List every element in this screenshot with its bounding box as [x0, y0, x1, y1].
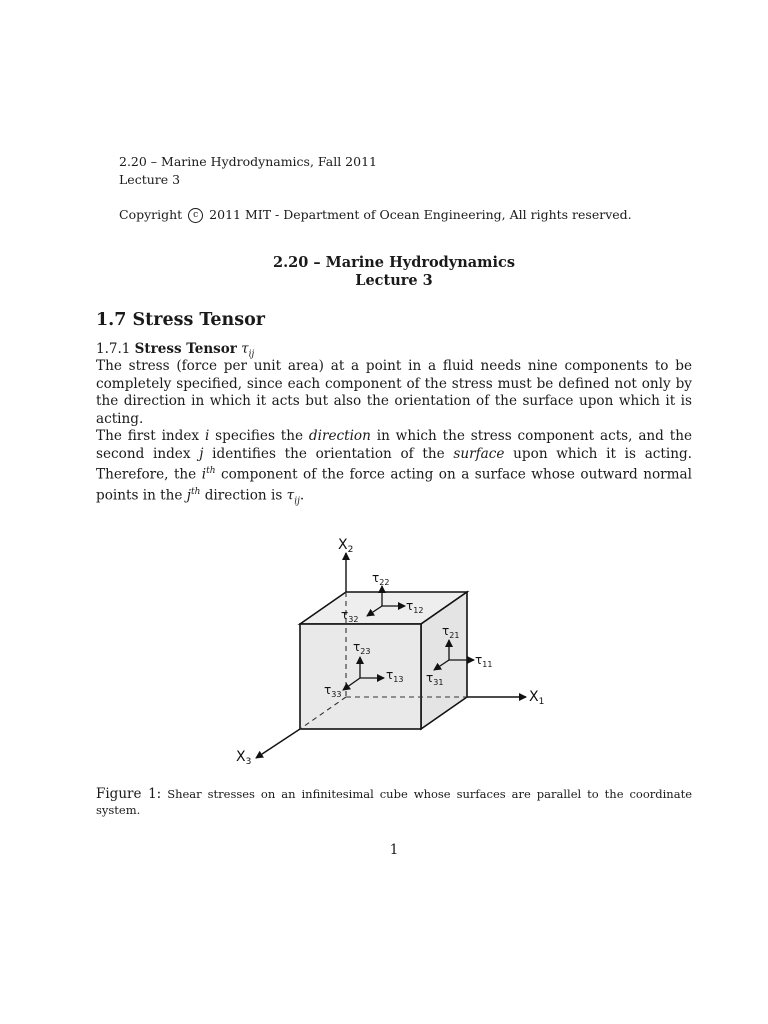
lecture-header: Lecture 3 — [119, 172, 181, 187]
p2-j-sup: j — [186, 487, 191, 504]
p2-i: i — [204, 428, 210, 444]
p2-text: . — [299, 487, 305, 504]
tau23-label: $\tau_{23}$ — [353, 640, 371, 656]
tau13-label: $\tau_{13}$ — [386, 668, 404, 684]
axis-x2-label: $X_2$ — [338, 537, 354, 555]
tau11-label: $\tau_{11}$ — [475, 653, 493, 669]
copyright-prefix: Copyright — [119, 207, 183, 222]
p2-direction: direction — [308, 428, 371, 444]
figure-caption — [96, 786, 692, 818]
p2-text: component of the force acting on a surface whose outward normal points in the — [96, 466, 692, 504]
p2-ij: ij — [294, 496, 300, 507]
p2-text: identifies the orientation of the — [203, 445, 454, 462]
p2-surface: surface — [453, 445, 505, 462]
tau33-label: $\tau_{33}$ — [324, 683, 342, 699]
p2-tau: τ — [286, 487, 295, 504]
page-number: 1 — [389, 842, 399, 858]
p2-th: th — [206, 466, 216, 476]
axis-x3-label: $X_3$ — [236, 749, 252, 767]
subsection-number: 1.7.1 — [96, 341, 131, 357]
p2-text: direction is — [200, 487, 287, 504]
subsection-symbol: τ — [241, 341, 249, 357]
tau12-label: $\tau_{12}$ — [406, 599, 424, 615]
figure-caption-label: Figure 1: — [96, 786, 162, 802]
figure-caption-text: Shear stresses on an infinitesimal cube whose surfaces are parallel to the coordinate system. — [96, 787, 692, 817]
section-heading: 1.7 Stress Tensor — [96, 310, 266, 330]
p2-text: The first index — [96, 428, 205, 444]
tau22-label: $\tau_{22}$ — [372, 571, 390, 587]
axis-x3-arrow — [256, 729, 300, 758]
page-subtitle: Lecture 3 — [355, 272, 433, 289]
tau32-label: $\tau_{32}$ — [341, 608, 359, 624]
tau21-label: $\tau_{21}$ — [442, 624, 460, 640]
p2-i-sup: i — [201, 466, 207, 483]
tau31-label: $\tau_{31}$ — [426, 671, 444, 687]
paragraph-1: The stress (force per unit area) at a point in a fluid needs nine components to be completely specified, since each component of the stress must be defined not only by the direction in which it acts but also the orientation of the surface upon which it is acting. — [96, 358, 692, 427]
p2-text: upon which it is acting. Therefore, the — [96, 445, 692, 483]
page-title: 2.20 – Marine Hydrodynamics — [273, 254, 515, 271]
cube — [300, 592, 467, 729]
copyright-icon: c — [188, 208, 203, 223]
p2-text: in which the stress component acts, and the second index — [96, 428, 692, 462]
copyright-text: 2011 MIT - Department of Ocean Engineering, All rights reserved. — [209, 207, 632, 222]
p2-text: specifies the — [209, 428, 309, 444]
p2-th: th — [190, 487, 201, 498]
course-header: 2.20 – Marine Hydrodynamics, Fall 2011 — [119, 154, 377, 169]
subsection-title: Stress Tensor — [134, 341, 237, 357]
axis-x1-label: $X_1$ — [529, 689, 545, 707]
p2-j: j — [199, 445, 204, 462]
subsection-index: ij — [248, 349, 255, 360]
